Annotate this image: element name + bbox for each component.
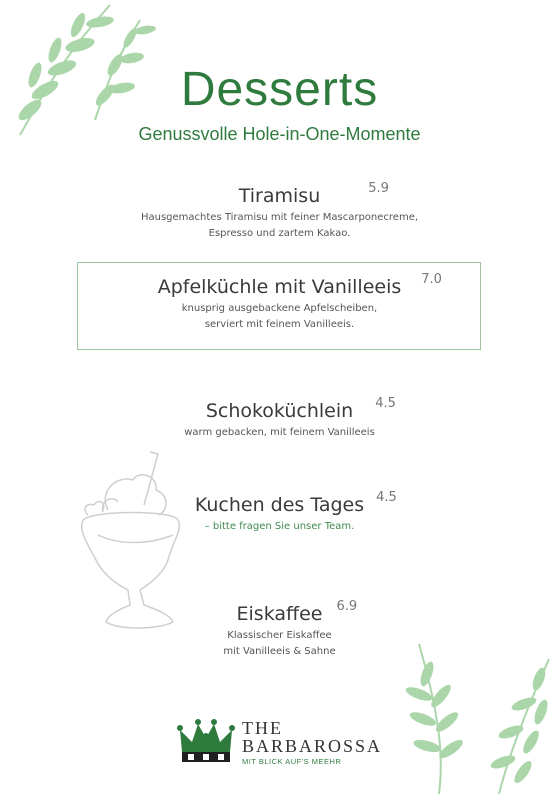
page-title: Desserts	[180, 63, 379, 116]
menu-item	[0, 181, 559, 242]
item-price: 4.5	[375, 396, 396, 411]
item-name: Tiramisu 5.9	[238, 181, 389, 207]
item-description: warm gebacken, mit feinem Vanilleeis	[184, 427, 375, 438]
item-price: 5.9	[368, 181, 389, 196]
menu-item	[0, 396, 559, 441]
logo-line-1: THE	[242, 718, 283, 738]
item-price: 7.0	[421, 272, 442, 287]
item-name: Schokoküchlein 4.5	[205, 396, 396, 422]
brand-logo	[176, 712, 386, 772]
logo-tagline: MIT BLICK AUF'S MEEHR	[242, 757, 342, 766]
logo-line-2: BARBAROSSA	[242, 736, 383, 756]
menu-item	[0, 599, 559, 660]
item-price: 4.5	[376, 490, 397, 505]
page-subtitle: Genussvolle Hole-in-One-Momente	[138, 124, 421, 144]
item-description: Klassischer Eiskaffee mit Vanilleeis & Sahne	[223, 630, 336, 657]
item-description: knusprig ausgebackene Apfelscheiben, serviert mit feinem Vanilleeis.	[181, 303, 378, 330]
item-description: – bitte fragen Sie unser Team.	[204, 521, 355, 532]
item-description: Hausgemachtes Tiramisu mit feiner Mascarponecreme, Espresso und zartem Kakao.	[140, 212, 419, 239]
item-name: Kuchen des Tages 4.5	[194, 490, 397, 516]
item-name: Eiskaffee 6.9	[236, 599, 358, 625]
menu-item	[0, 490, 559, 535]
menu-item-highlighted	[0, 272, 559, 333]
crown-icon	[176, 716, 236, 766]
item-name: Apfelküchle mit Vanilleeis 7.0	[157, 272, 442, 298]
item-price: 6.9	[336, 599, 358, 614]
